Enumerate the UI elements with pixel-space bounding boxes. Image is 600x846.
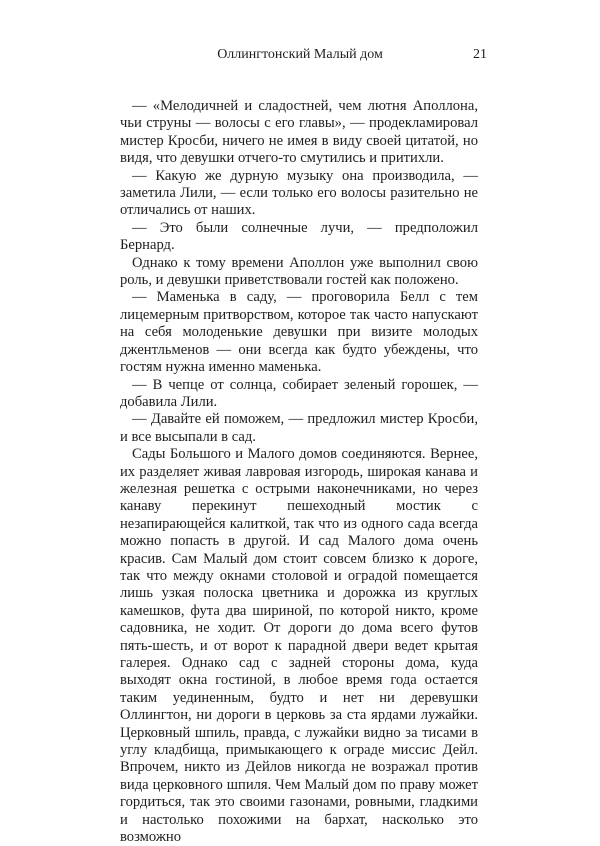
paragraph: — Маменька в саду, — проговорила Белл с тем лицемерным притворством, которое так часто напускают на себя молоденькие девушки при визите молодых джентльменов — они всегда как будто убеждены, что гостям нужна именно маменька.: [120, 289, 478, 376]
paragraph: — Давайте ей поможем, — предложил мистер Кросби, и все высыпали в сад.: [120, 411, 478, 445]
paragraph: — Какую же дурную музыку она производила, — заметила Лили, — если только его волосы разительно не отличались от наших.: [120, 167, 478, 219]
paragraph: — Это были солнечные лучи, — предположил Бернард.: [120, 219, 478, 254]
page-number: 21: [473, 47, 487, 62]
body-text: [120, 98, 478, 846]
paragraph: — В чепце от солнца, собирает зеленый горошек, — добавила Лили.: [120, 376, 478, 410]
running-title: Оллингтонский Малый дом: [217, 47, 383, 62]
running-header: [0, 47, 600, 67]
paragraph: Сады Большого и Малого домов соединяются. Вернее, их разделяет живая лавровая изгородь, широкая канава и железная решетка с острыми наконечниками, но через канаву перекинут пешеходный мостик с незапирающейся калиткой, так что из одного сада всегда можно попасть в другой. И сад Малого дома очень красив. Сам Малый дом стоит совсем близко к дороге, так что между окнами столовой и оградой помещается лишь узкая полоска цветника и дорожка из круглых камешков, фута два шириной, по которой никто, кроме садовника, не ходит. От дороги до дома всего футов пять-шесть, и от ворот к парадной двери ведет крытая галерея. Однако сад с задней стороны дома, куда выходят окна гостиной, в любое время года остается таким уединенным, будто и нет ни деревушки Оллингтон, ни дороги в церковь за ста ярдами лужайки. Церковный шпиль, правда, с лужайки видно за тисами в углу кладбища, примыкающего к ограде миссис Дейл. Впрочем, никто из Дейлов никогда не возражал против вида церковного шпиля. Чем Малый дом по праву может гордиться, так это своими газонами, ровными, гладкими и настолько похожими на бархат, насколько это возможно: [120, 446, 478, 846]
paragraph: Однако к тому времени Аполлон уже выполнил свою роль, и девушки приветствовали гостей как положено.: [120, 254, 478, 289]
paragraph: — «Мелодичней и сладостней, чем лютня Аполлона, чьи струны — волосы с его главы», — продекламировал мистер Кросби, ничего не имея в виду своей цитатой, но видя, что девушки отчего-то смутились и притихли.: [120, 98, 478, 167]
